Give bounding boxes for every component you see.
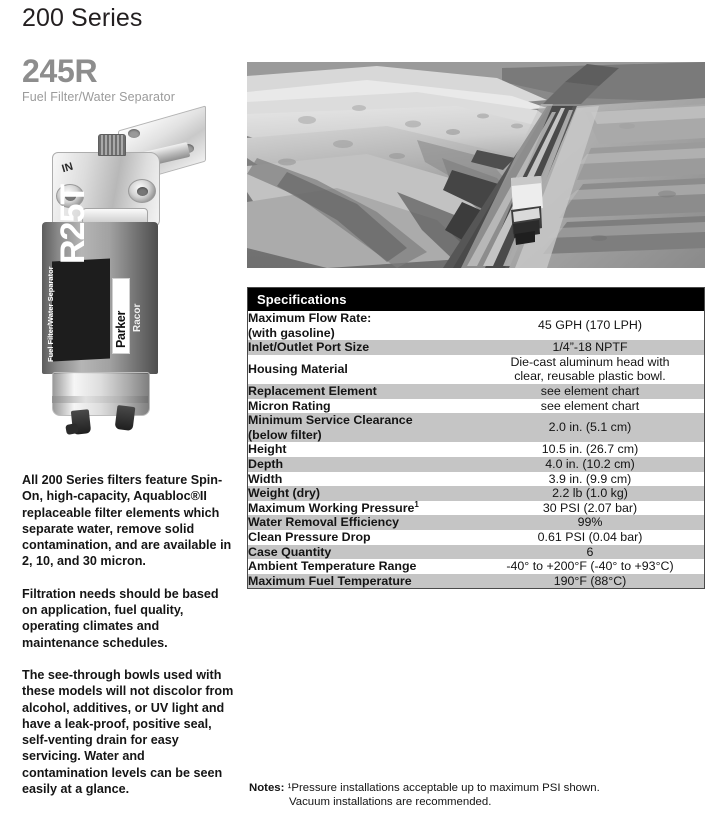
table-row — [248, 574, 704, 589]
vent-cap-knob — [98, 134, 126, 156]
spec-table-head — [248, 288, 704, 311]
spec-label: Micron Rating — [248, 399, 476, 414]
drain-valve — [115, 405, 136, 431]
notes-line-1: ¹Pressure installations acceptable up to maximum PSI shown. — [287, 782, 600, 794]
footnote-marker: 1 — [414, 499, 419, 509]
table-row — [248, 472, 704, 487]
spec-label: Maximum Working Pressure$^1$ — [248, 501, 476, 516]
spec-value: 10.5 in. (26.7 cm) — [476, 442, 704, 457]
spec-value: 30 PSI (2.07 bar) — [476, 501, 704, 516]
product-description — [22, 472, 234, 797]
hero-photograph — [247, 62, 705, 268]
table-row — [248, 355, 704, 384]
spec-value: -40° to +200°F (-40° to +93°C) — [476, 559, 704, 574]
bracket-hole-left — [128, 129, 140, 138]
racor-brand-text: Racor — [132, 303, 143, 332]
spec-label: Replacement Element — [248, 384, 476, 399]
spec-label: Maximum Fuel Temperature — [248, 574, 476, 589]
table-row — [248, 486, 704, 501]
clear-plastic-bowl — [52, 372, 150, 416]
table-row — [248, 399, 704, 414]
spec-label: Ambient Temperature Range — [248, 559, 476, 574]
canister-model-text: R25T — [54, 184, 92, 264]
spec-table — [248, 288, 704, 588]
spec-label: Case Quantity — [248, 545, 476, 560]
product-model-number: 245R — [22, 53, 98, 89]
right-column — [247, 62, 705, 268]
spec-label: Inlet/Outlet Port Size — [248, 340, 476, 355]
table-row — [248, 559, 704, 574]
product-subtitle: Fuel Filter/Water Separator — [22, 90, 175, 104]
canister-label-panel — [52, 258, 110, 361]
canister-caption-text: Fuel Filter/Water Separator — [46, 266, 55, 362]
desert-highway-illustration — [247, 62, 705, 268]
spec-label: Depth — [248, 457, 476, 472]
table-notes — [249, 781, 701, 809]
spec-label: Water Removal Efficiency — [248, 515, 476, 530]
spec-value: see element chart — [476, 384, 704, 399]
spec-value: Die-cast aluminum head with clear, reusable plastic bowl. — [476, 355, 704, 384]
spec-label: Maximum Flow Rate: (with gasoline) — [248, 311, 476, 340]
bowl-band — [52, 396, 148, 403]
left-column — [0, 55, 236, 440]
parker-brand-text: Parker — [114, 310, 128, 348]
spec-value: 6 — [476, 545, 704, 560]
notes-line-2: Vacuum installations are recommended. — [289, 796, 492, 808]
notes-label: Notes: — [249, 782, 285, 794]
spec-label: Housing Material — [248, 355, 476, 384]
table-row — [248, 384, 704, 399]
spec-value: 3.9 in. (9.9 cm) — [476, 472, 704, 487]
inlet-in-label: IN — [60, 160, 75, 176]
spec-label: Weight (dry) — [248, 486, 476, 501]
table-row — [248, 545, 704, 560]
spec-value: 4.0 in. (10.2 cm) — [476, 457, 704, 472]
specifications-table — [247, 287, 705, 589]
table-row — [248, 530, 704, 545]
product-image — [0, 110, 236, 440]
spec-label: Minimum Service Clearance (below filter) — [248, 413, 476, 442]
table-row — [248, 413, 704, 442]
spec-value: 2.2 lb (1.0 kg) — [476, 486, 704, 501]
spec-value: 2.0 in. (5.1 cm) — [476, 413, 704, 442]
page-title: 200 Series — [22, 4, 143, 32]
spec-header-title: Specifications — [248, 288, 704, 311]
spec-value: 0.61 PSI (0.04 bar) — [476, 530, 704, 545]
table-row — [248, 442, 704, 457]
table-row — [248, 311, 704, 340]
product-image-stage — [0, 110, 236, 440]
spec-table-body — [248, 311, 704, 588]
spec-value: 99% — [476, 515, 704, 530]
spec-header-row — [248, 288, 704, 311]
description-paragraph: The see-through bowls used with these models will not discolor from alcohol, additives, or UV light and have a leak-proof, positive seal, self-venting drain for easy servicing. Water and contamination levels can be seen easily at a glance. — [22, 667, 234, 797]
table-row — [248, 340, 704, 355]
spec-value: see element chart — [476, 399, 704, 414]
outlet-port-bore — [137, 187, 148, 196]
spec-value: 1/4”-18 NPTF — [476, 340, 704, 355]
table-row — [248, 501, 704, 516]
table-row — [248, 457, 704, 472]
spec-label: Width — [248, 472, 476, 487]
spec-value: 45 GPH (170 LPH) — [476, 311, 704, 340]
spec-label: Clean Pressure Drop — [248, 530, 476, 545]
spec-value: 190°F (88°C) — [476, 574, 704, 589]
description-paragraph: Filtration needs should be based on application, fuel quality, operating climates and maintenance schedules. — [22, 586, 219, 650]
table-row — [248, 515, 704, 530]
spec-label: Height — [248, 442, 476, 457]
outlet-port — [128, 179, 156, 203]
description-paragraph: All 200 Series filters feature Spin-On, high-capacity, Aquabloc®II replaceable filter elements which separate water, remove solid contamination, and are available in 2, 10, and 30 micron. — [22, 473, 232, 569]
